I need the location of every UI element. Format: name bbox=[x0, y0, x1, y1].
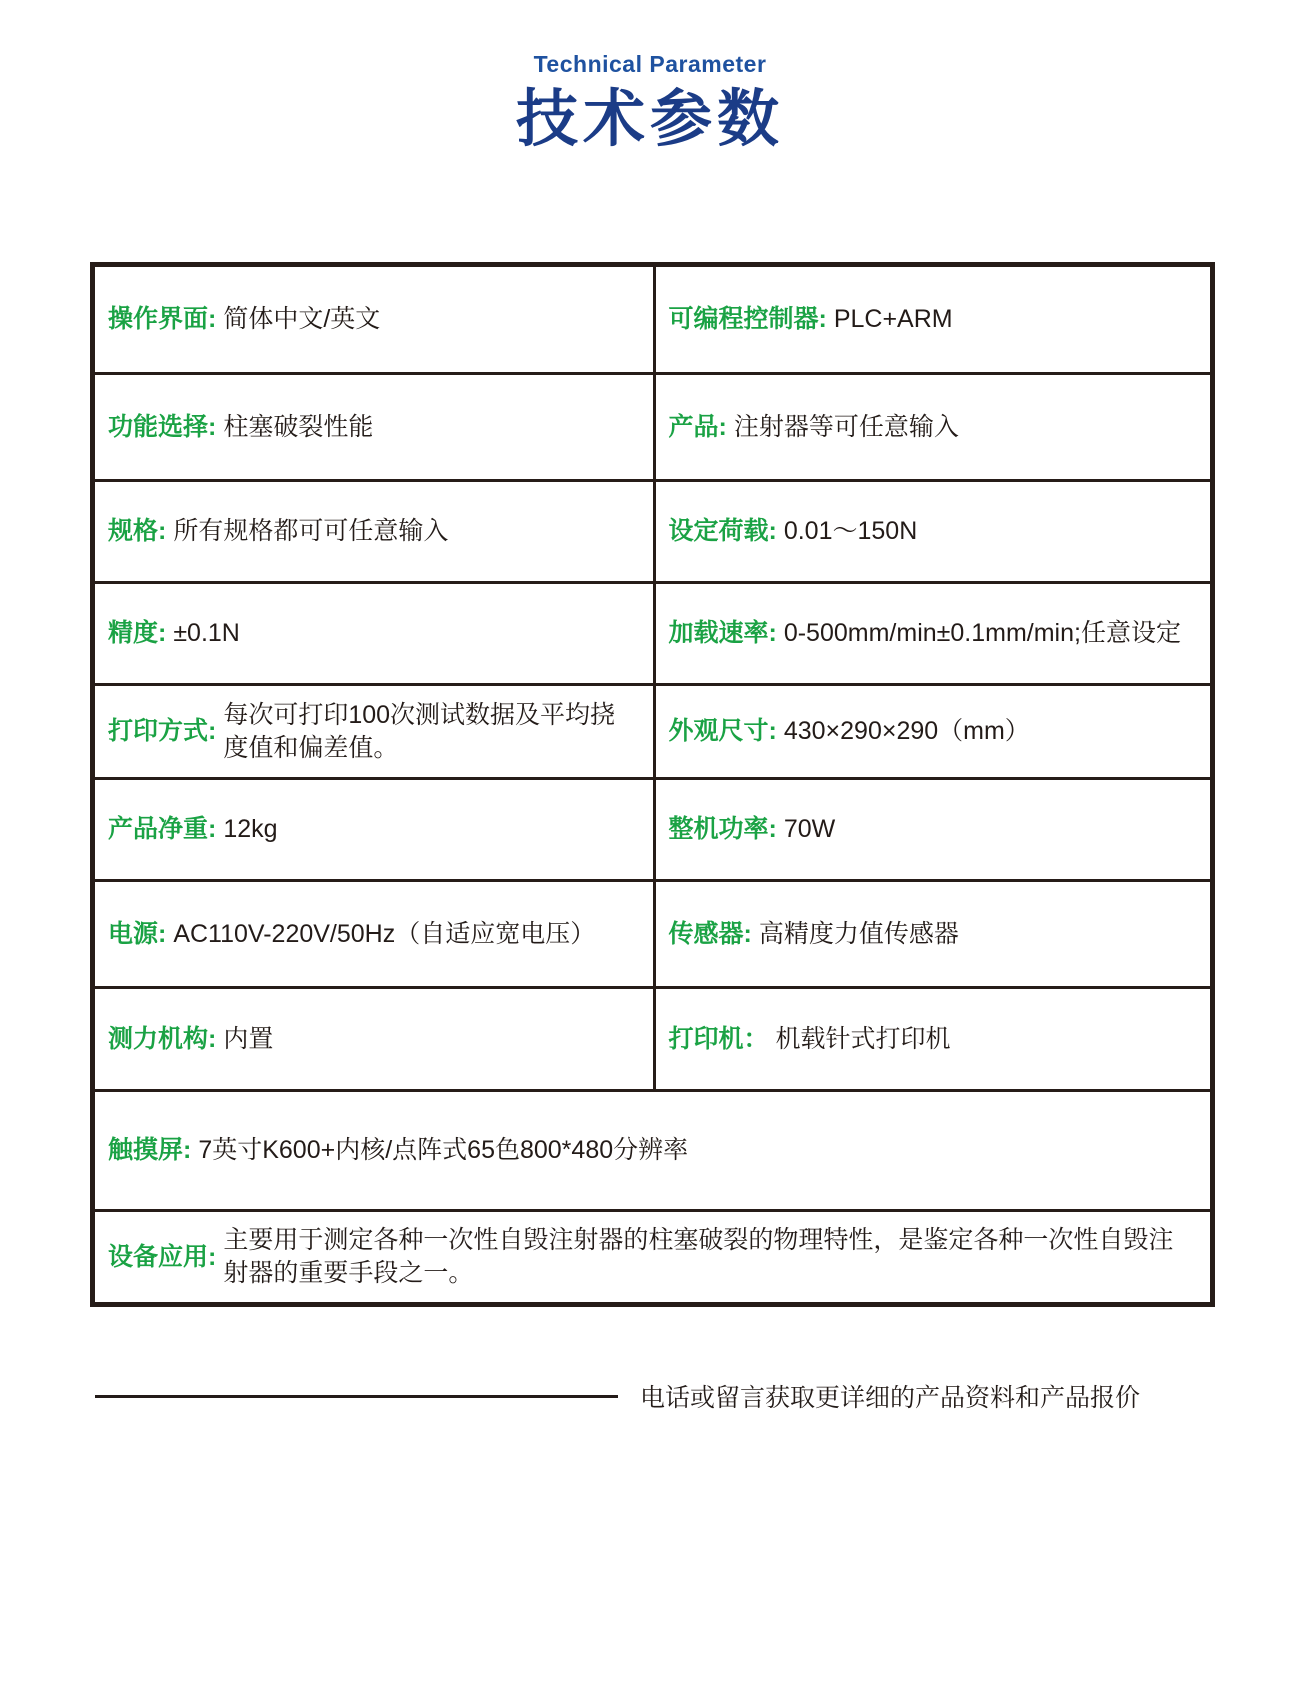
param-value: 高精度力值传感器 bbox=[758, 919, 959, 948]
param-cell-force-mechanism bbox=[95, 989, 653, 1089]
param-label: 打印方式: bbox=[108, 717, 217, 745]
param-value: 所有规格都可可任意输入 bbox=[173, 517, 449, 545]
param-value: 0-500mm/min±0.1mm/min;任意设定 bbox=[783, 619, 1181, 647]
param-cell-plc-controller bbox=[653, 267, 1211, 372]
param-value: 简体中文/英文 bbox=[223, 305, 381, 333]
param-value: ±0.1N bbox=[173, 619, 240, 647]
param-label: 触摸屏: bbox=[108, 1136, 192, 1164]
param-label: 整机功率: bbox=[668, 815, 777, 843]
footer bbox=[90, 1378, 1215, 1414]
param-label: 传感器: bbox=[668, 919, 752, 948]
table-row bbox=[95, 683, 1210, 777]
table-row bbox=[95, 986, 1210, 1089]
param-label: 规格: bbox=[108, 517, 167, 545]
contact-note: 电话或留言获取更详细的产品资料和产品报价 bbox=[640, 1384, 1141, 1412]
param-value: 主要用于测定各种一次性自毁注射器的柱塞破裂的物理特性，是鉴定各种一次性自毁注射器的重要手段之一。 bbox=[223, 1226, 1174, 1287]
table-row bbox=[95, 777, 1210, 879]
table-row bbox=[95, 1089, 1210, 1209]
param-value: PLC+ARM bbox=[833, 305, 953, 333]
param-label: 电源: bbox=[108, 919, 167, 948]
param-value: 430×290×290（mm） bbox=[783, 717, 1030, 745]
parameters-table bbox=[90, 262, 1215, 1307]
param-label: 精度: bbox=[108, 619, 167, 647]
table-row bbox=[95, 581, 1210, 683]
param-value: 每次可打印100次测试数据及平均挠度值和偏差值。 bbox=[223, 700, 616, 762]
param-cell-print-mode bbox=[95, 686, 653, 777]
param-cell-product bbox=[653, 375, 1211, 479]
table-row bbox=[95, 1209, 1210, 1302]
param-label: 产品: bbox=[668, 412, 727, 441]
table-row bbox=[95, 267, 1210, 372]
param-value: AC110V-220V/50Hz（自适应宽电压） bbox=[173, 919, 596, 948]
param-label: 功能选择: bbox=[108, 412, 217, 441]
param-cell-function-select bbox=[95, 375, 653, 479]
param-cell-touchscreen bbox=[95, 1092, 1210, 1209]
param-value: 注射器等可任意输入 bbox=[733, 412, 959, 441]
param-label: 可编程控制器: bbox=[668, 305, 827, 333]
param-cell-loading-rate bbox=[653, 584, 1211, 683]
param-label: 加载速率: bbox=[668, 619, 777, 647]
param-cell-power-rating bbox=[653, 780, 1211, 879]
param-label: 设备应用: bbox=[108, 1242, 217, 1271]
page-title: 技术参数 bbox=[515, 85, 784, 155]
param-label: 测力机构: bbox=[108, 1024, 217, 1053]
param-value: 柱塞破裂性能 bbox=[223, 412, 374, 441]
param-value: 7英寸K600+内核/点阵式65色800*480分辨率 bbox=[198, 1136, 689, 1164]
subtitle-english: Technical Parameter bbox=[533, 51, 767, 77]
table-row bbox=[95, 479, 1210, 581]
param-cell-application bbox=[95, 1212, 1210, 1302]
header bbox=[0, 0, 1300, 155]
param-cell-sensor bbox=[653, 882, 1211, 986]
param-value: 0.01～150N bbox=[783, 517, 918, 545]
param-value: 机载针式打印机 bbox=[775, 1024, 951, 1053]
table-row bbox=[95, 372, 1210, 479]
table-row bbox=[95, 879, 1210, 986]
param-label: 外观尺寸: bbox=[668, 717, 777, 745]
param-cell-net-weight bbox=[95, 780, 653, 879]
param-cell-power-supply bbox=[95, 882, 653, 986]
param-cell-accuracy bbox=[95, 584, 653, 683]
param-value: 内置 bbox=[223, 1024, 274, 1053]
param-label: 产品净重: bbox=[108, 815, 217, 843]
param-label: 打印机： bbox=[668, 1024, 769, 1053]
param-cell-specification bbox=[95, 482, 653, 581]
param-cell-printer bbox=[653, 989, 1211, 1089]
param-label: 设定荷载: bbox=[668, 517, 777, 545]
divider-line bbox=[95, 1395, 618, 1398]
param-value: 12kg bbox=[223, 815, 278, 843]
param-cell-operation-interface bbox=[95, 267, 653, 372]
param-cell-set-load bbox=[653, 482, 1211, 581]
param-cell-dimensions bbox=[653, 686, 1211, 777]
param-label: 操作界面: bbox=[108, 305, 217, 333]
param-value: 70W bbox=[783, 815, 836, 843]
